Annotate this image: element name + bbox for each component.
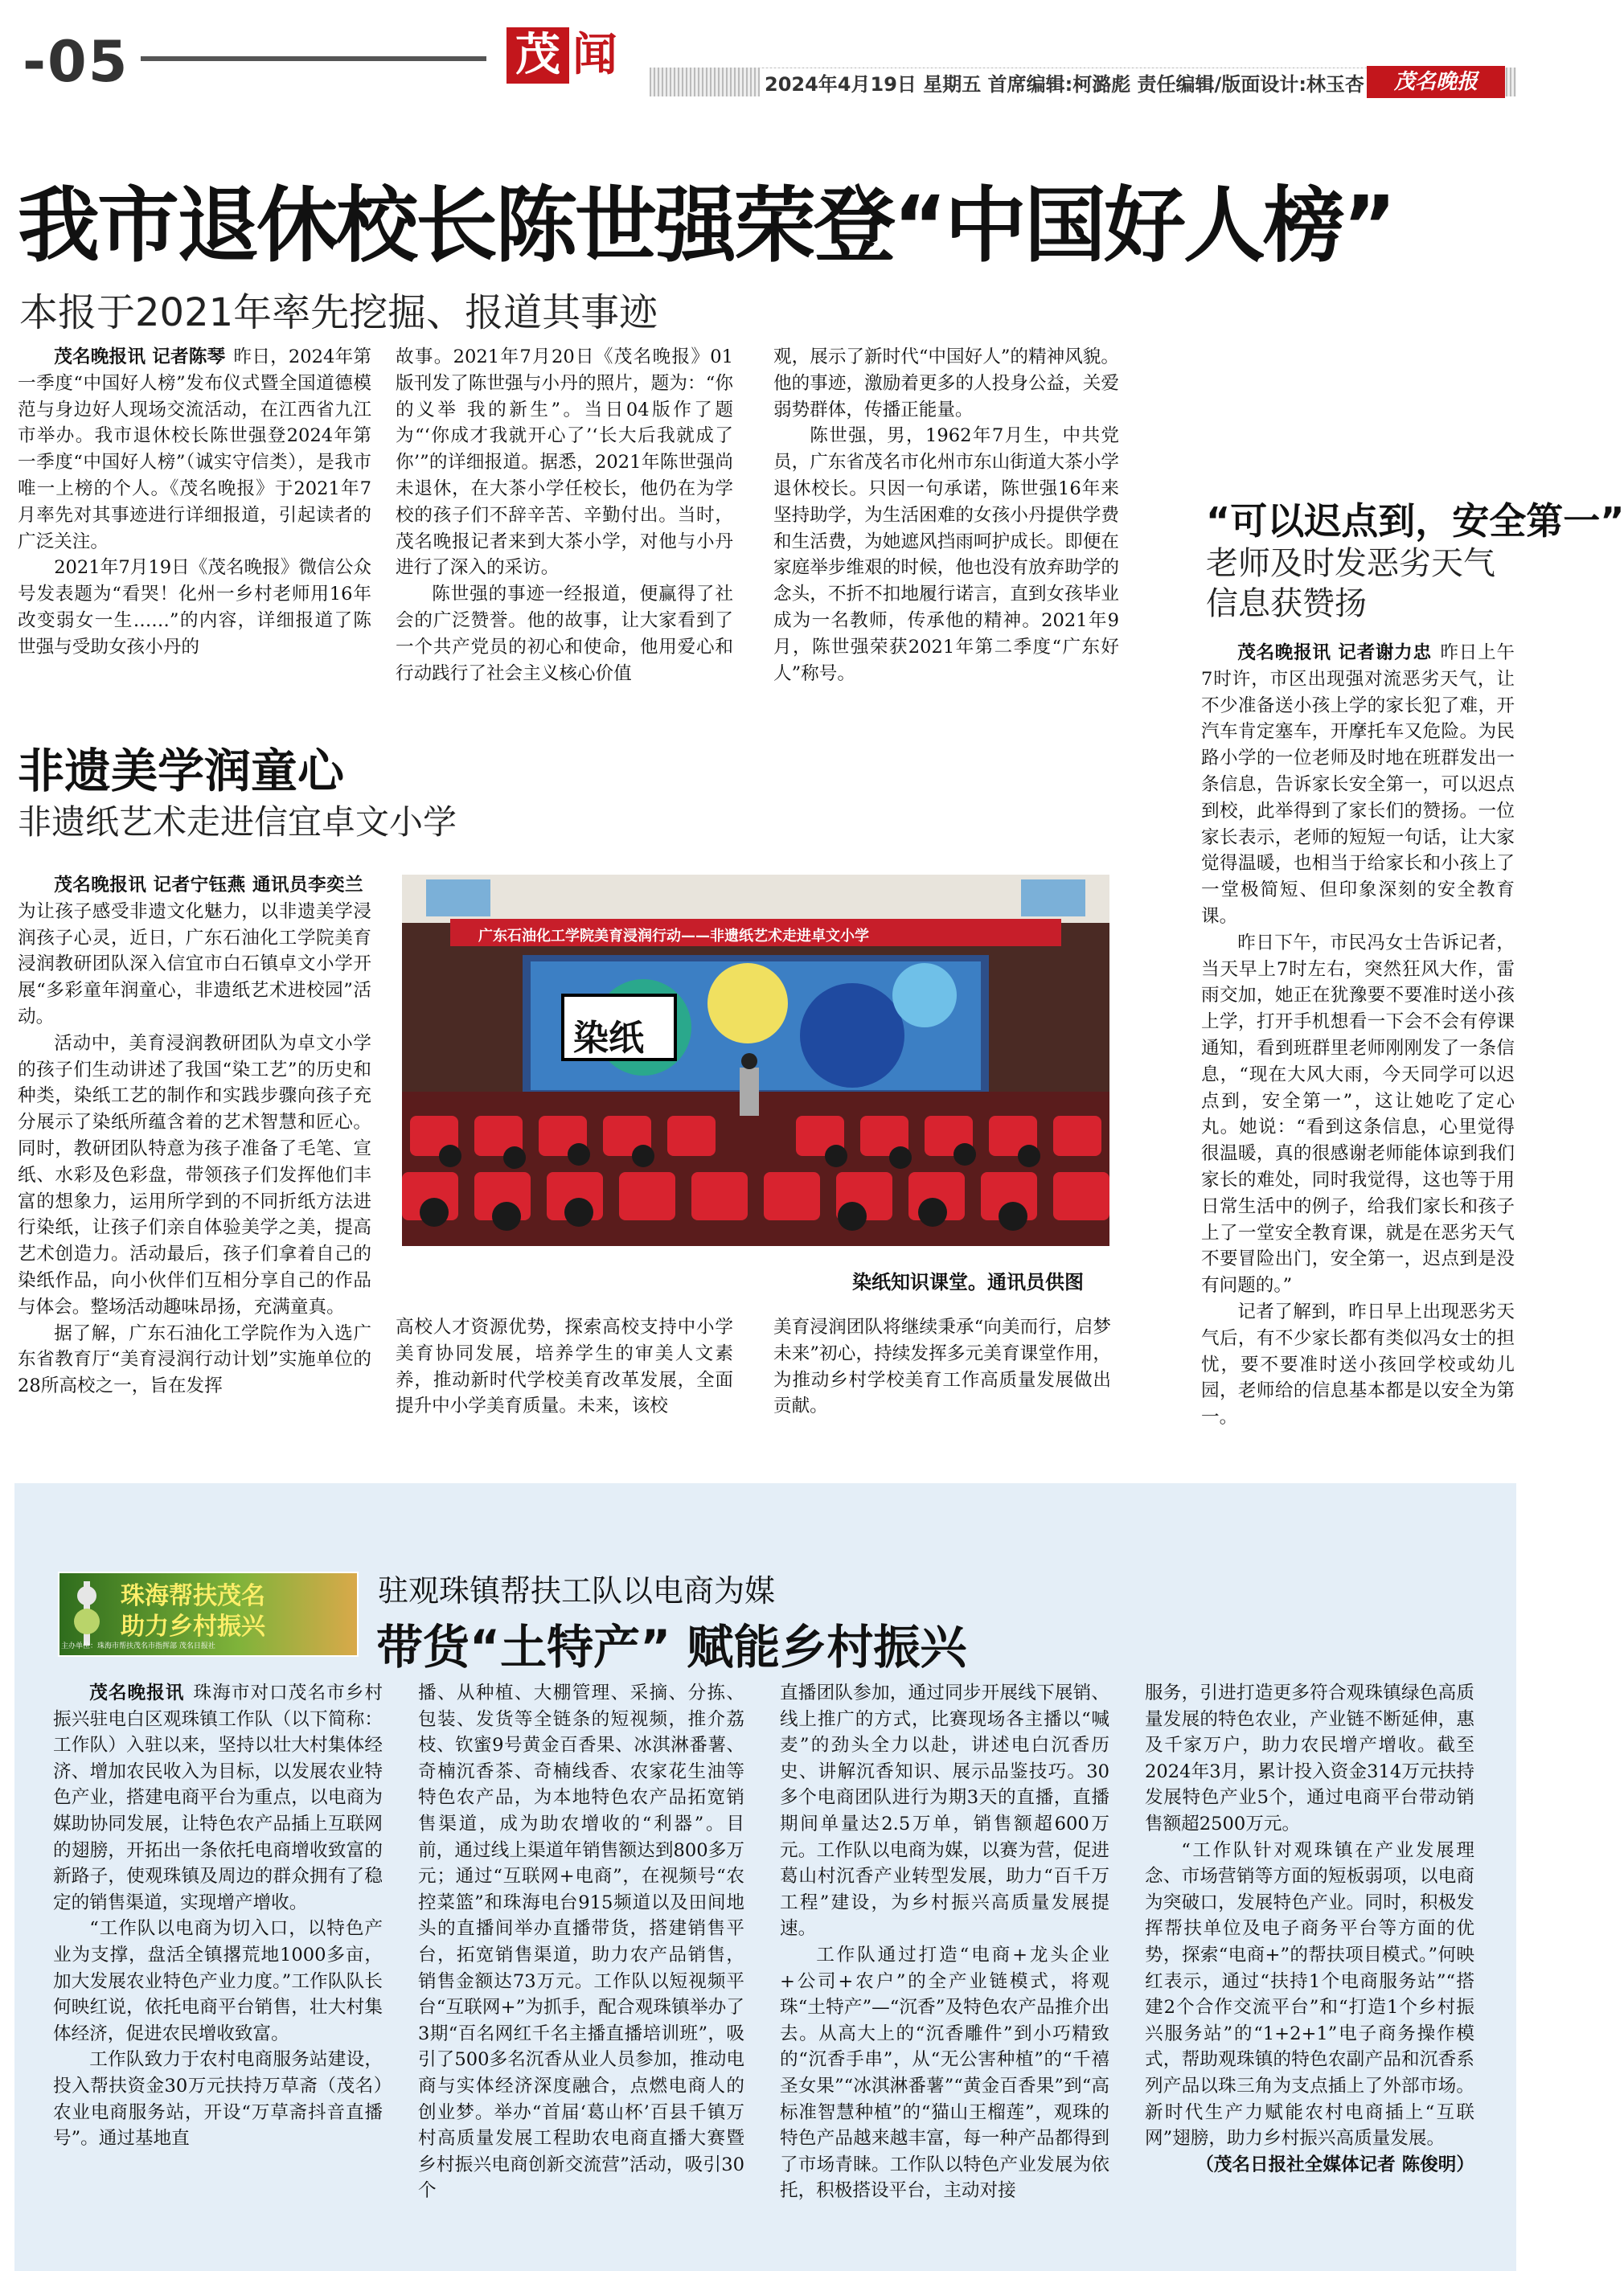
byline: 茂名晚报讯 记者宁钰燕 通讯员李奕兰 — [54, 875, 363, 896]
second-headline: 非遗美学润童心 — [18, 744, 345, 798]
lead-para — [18, 555, 371, 660]
lead-headline: 我市退休校长陈世强荣登“中国好人榜” — [18, 178, 1395, 274]
feature-para: 播、从种植、大棚管理、采摘、分拣、包装、发货等全链条的短视频，推介荔枝、钦蜜9号黄金百香果、冰淇淋番薯、奇楠沉香茶、奇楠线香、农家花生油等特色农产品，为本地特色农产品拓宽销售渠道，成为助农增收的“利器”。目前，通过线上渠道年销售额达到800多万元；通过“互联网+电商”，在视频号“农控菜篮”和珠海电台915频道以及田间地头的直播间举办直播带货，搭建销售平台，拓宽销售渠道，助力农产品销售，销售金额达73万元。工作队以短视频平台“互联网+”为抓手，配合观珠镇举办了3期“百名网红千名主播直播培训班”，吸引了500多名沉香从业人员参加，推动电商与实体经济深度融合，点燃电商人的创业梦。举办“首届‘葛山杯’百县千镇万村高质量发展工程助农电商直播大赛暨乡村振兴电商创新交流营”活动，吸引30个 — [418, 1683, 744, 2202]
feature-para: 服务，引进打造更多符合观珠镇绿色高质量发展的特色农业，产业链不断延伸，惠及千家万户，助力农民增产增收。截至2024年3月，累计投入资金314万元扶持发展特色产业5个，通过电商平台带动销售额超2500万元。 — [1145, 1683, 1474, 1834]
second-para — [18, 872, 371, 1031]
feature-credit: （茂名日报社全媒体记者 陈俊明） — [1195, 2154, 1474, 2175]
lead-para: 故事。2021年7月20日《茂名晚报》01版刊发了陈世强与小丹的照片，题为：“你的义举 我的新生”。当日04版作了题为“‘你成才我就开心了’‘长大后我就成了你’”的详细报道。据悉，2021年陈世强尚未退休，在大茶小学任校长，他仍在为学校的孩子们不辞辛苦、辛勤付出。当时，茂名晚报记者来到大茶小学，对他与小丹进行了深入的采访。 — [396, 346, 733, 579]
side-subhead: 老师及时发恶劣天气信息获赞扬 — [1206, 545, 1495, 622]
feature-headline: 带货“土特产” 赋能乡村振兴 — [376, 1620, 967, 1675]
side-para — [1201, 640, 1515, 930]
feature-banner-line-2: 助力乡村振兴 — [121, 1613, 265, 1641]
side-body — [1201, 640, 1515, 1431]
second-para: 高校人才资源优势，探索高校支持中小学美育协同发展，培养学生的审美人文素养，推动新时代学校美育改革发展，全面提升中小学美育质量。未来，该校 — [396, 1317, 733, 1417]
masthead-info: 2024年4月19日 星期五 首席编辑:柯潞彪 责任编辑/版面设计:林玉杏 — [760, 68, 1369, 96]
feature-col-2 — [418, 1680, 744, 2204]
photo-caption: 染纸知识课堂。通讯员供图 — [852, 1271, 1084, 1293]
second-para: 据了解，广东石油化工学院作为入选广东省教育厅“美育浸润行动计划”实施单位的28所高校之一，旨在发挥 — [18, 1322, 371, 1397]
lead-col-3 — [773, 344, 1119, 687]
byline: 茂名晚报讯 记者陈琴 — [54, 346, 226, 367]
feature-banner-small: 主办单位：珠海市帮扶茂名市指挥部 茂名日报社 — [61, 1642, 215, 1650]
lead-para: 陈世强的事迹一经报道，便赢得了社会的广泛赞誉。他的故事，让大家看到了一个共产党员的初心和使命，他用爱心和行动践行了社会主义核心价值 — [396, 584, 733, 684]
feature-banner-line-1: 珠海帮扶茂名 — [121, 1582, 265, 1610]
feature-para: 直播团队参加，通过同步开展线下展销、线上推广的方式，比赛现场各主播以“喊麦”的劲头全力以赴，讲述电白沉香历史、讲解沉香知识、展示品鉴技巧。30多个电商团队进行为期3天的直播，直播期间单量达2.5万单，销售额超600万元。工作队以电商为媒，以赛为营，促进葛山村沉香产业转型发展，助力“百千万工程”建设，为乡村振兴高质量发展提速。 — [780, 1683, 1109, 1940]
section-mark-wen: 闻 — [572, 29, 617, 81]
feature-para — [53, 1680, 383, 1916]
byline: 茂名晚报讯 记者谢力忠 — [1237, 642, 1432, 663]
feature-para: “工作队针对观珠镇在产业发展理念、市场营销等方面的短板弱项，以电商为突破口，发展特色产业。同时，积极发挥帮扶单位及电子商务平台等方面的优势，探索“电商+”的帮扶项目模式。”何映红表示，通过“扶持1个电商服务站”“搭建2个合作交流平台”和“打造1个乡村振兴服务站”的“1+2+1”电子商务操作模式，帮助观珠镇的特色农副产品和沉香系列产品以珠三角为支点插上了外部市场。新时代生产力赋能农村电商插上“互联网”翅膀，助力乡村振兴高质量发展。 — [1145, 1839, 1474, 2150]
second-para: 美育浸润团队将继续秉承“向美而行，启梦未来”初心，持续发挥多元美育课堂作用，为推动乡村学校美育工作高质量发展做出贡献。 — [773, 1317, 1111, 1417]
feature-col-3 — [780, 1680, 1109, 2204]
para-text: 昨日上午7时许，市区出现强对流恶劣天气，让不少准备送小孩上学的家长犯了难，开汽车肯定塞车，开摩托车又危险。为民路小学的一位老师及时地在班群发出一条信息，告诉家长安全第一，可以迟点到校，此举得到了家长们的赞扬。一位家长表示，老师的短短一句话，让大家觉得温暖，也相当于给家长和小孩上了一堂极简短、但印象深刻的安全教育课。 — [1201, 642, 1515, 927]
lead-col-1 — [18, 344, 371, 661]
feature-para: “工作队以电商为切入口，以特色产业为支撑，盘活全镇撂荒地1000多亩，加大发展农业特色产业力度。”工作队队长何映红说，依托电商平台销售，壮大村集体经济，促进农民增收致富。 — [53, 1918, 383, 2044]
lead-para — [18, 344, 371, 555]
second-subhead: 非遗纸艺术走进信宜卓文小学 — [18, 802, 457, 842]
section-mark-mao: 茂 — [506, 27, 569, 84]
second-col-1 — [18, 872, 371, 1400]
lead-subhead: 本报于2021年率先挖掘、报道其事迹 — [19, 290, 658, 335]
side-para: 记者了解到，昨日早上出现恶劣天气后，有不少家长都有类似冯女士的担忧，要不要准时送小孩回学校或幼儿园，老师给的信息基本都是以安全为第一。 — [1201, 1301, 1515, 1429]
lead-para: 观，展示了新时代“中国好人”的精神风貌。他的事迹，激励着更多的人投身公益，关爱弱势群体，传播正能量。 — [773, 346, 1119, 420]
para-text: 昨日，2024年第一季度“中国好人榜”发布仪式暨全国道德模范与身边好人现场交流活动，在江西省九江市举办。我市退休校长陈世强登2024年第一季度“中国好人榜”（诚实守信类），是我市唯一上榜的个人。《茂名晚报》于2021年7月率先对其事迹进行详细报道，引起读者的广泛关注。 — [18, 346, 371, 552]
feature-para: 工作队通过打造“电商+龙头企业+公司+农户”的全产业链模式，将观珠“土特产”—“沉香”及特色农产品推介出去。从高大上的“沉香雕件”到小巧精致的“沉香手串”，从“无公害种植”的“千禧圣女果”“冰淇淋番薯”“黄金百香果”到“高标准智慧种植”的“猫山王榴莲”，观珠的特色产品越来越丰富，每一种产品都得到了市场青睐。工作队以特色产业发展为依托，积极搭设平台，主动对接 — [780, 1944, 1109, 2202]
second-para: 活动中，美育浸润教研团队为卓文小学的孩子们生动讲述了我国“染工艺”的历史和种类，染纸工艺的制作和实践步骤向孩子充分展示了染纸所蕴含着的艺术智慧和匠心。同时，教研团队特意为孩子准备了毛笔、宣纸、水彩及色彩盘，带领孩子们发挥他们丰富的想象力，运用所学到的不同折纸方法进行染纸，让孩子们亲自体验美学之美，提高艺术创造力。活动最后，孩子们拿着自己的染纸作品，向小伙伴们互相分享自己的作品与体会。整场活动趣味昂扬，充满童真。 — [18, 1032, 371, 1318]
masthead-rule — [141, 56, 486, 61]
byline: 茂名晚报讯 — [89, 1683, 185, 1703]
feature-col-4 — [1145, 1680, 1474, 2178]
page-number: -05 — [23, 29, 129, 95]
para-text: 2021年7月19日《茂名晚报》微信公众号发表题为“看哭！化州一乡村老师用16年改变弱女一生……”的内容，详细报道了陈世强与受助女孩小丹的 — [18, 557, 371, 658]
lead-col-2 — [396, 344, 733, 687]
feature-subhead: 驻观珠镇帮扶工队以电商为媒 — [378, 1573, 776, 1609]
para-text: 珠海市对口茂名市乡村振兴驻电白区观珠镇工作队（以下简称：工作队）入驻以来，坚持以壮大村集体经济、增加农民收入为目标，以发展农业特色产业，搭建电商平台为重点，以电商为媒助协同发展，让特色农产品插上互联网的翅膀，开拓出一条依托电商增收致富的新路子，使观珠镇及周边的群众拥有了稳定的销售渠道，实现增产增收。 — [53, 1683, 383, 1913]
paper-logo: 茂名晚报 — [1367, 66, 1505, 98]
side-headline: “可以迟点到，安全第一” — [1206, 499, 1624, 543]
photo-screen-text: 染纸 — [573, 1018, 644, 1059]
side-para: 昨日下午，市民冯女士告诉记者，当天早上7时左右，突然狂风大作，雷雨交加，她正在犹豫要不要准时送小孩上学，打开手机想看一下会不会有停课通知，看到班群里老师刚刚发了一条信息，“现在大风大雨，今天同学可以迟点到，安全第一”，这让她吃了定心丸。她说：“看到这条信息，心里觉得很温暖，真的很感谢老师能体谅到我们家长的难处，同时我觉得，这也等于用日常生活中的例子，给我们家长和孩子上了一堂安全教育课，就是在恶劣天气不要冒险出门，安全第一，迟点到是没有问题的。” — [1201, 932, 1515, 1297]
para-text: 为让孩子感受非遗文化魅力，以非遗美学浸润孩子心灵，近日，广东石油化工学院美育浸润教研团队深入信宜市白石镇卓文小学开展“多彩童年润童心，非遗纸艺术进校园”活动。 — [18, 900, 371, 1027]
feature-col-1 — [53, 1680, 383, 2152]
photo-banner-text: 广东石油化工学院美育浸润行动——非遗纸艺术走进卓文小学 — [478, 928, 869, 945]
second-col-3 — [773, 1314, 1111, 1420]
feature-para: 工作队致力于农村电商服务站建设，投入帮扶资金30万元扶持万草斋（茂名）农业电商服务站，开设“万草斋抖音直播号”。通过基地直 — [53, 2049, 383, 2150]
lead-para: 陈世强，男，1962年7月生，中共党员，广东省茂名市化州市东山街道大茶小学退休校长。只因一句承诺，陈世强16年来坚持助学，为生活困难的女孩小丹提供学费和生活费，为她遮风挡雨呵护成长。即便在家庭举步维艰的时候，他也没有放弃助学的念头，不折不扣地履行诺言，直到女孩毕业成为一名教师，传承他的精神。2021年9月，陈世强荣获2021年第二季度“广东好人”称号。 — [773, 425, 1119, 684]
second-col-2 — [396, 1314, 733, 1420]
classroom-photo — [402, 875, 1109, 1246]
